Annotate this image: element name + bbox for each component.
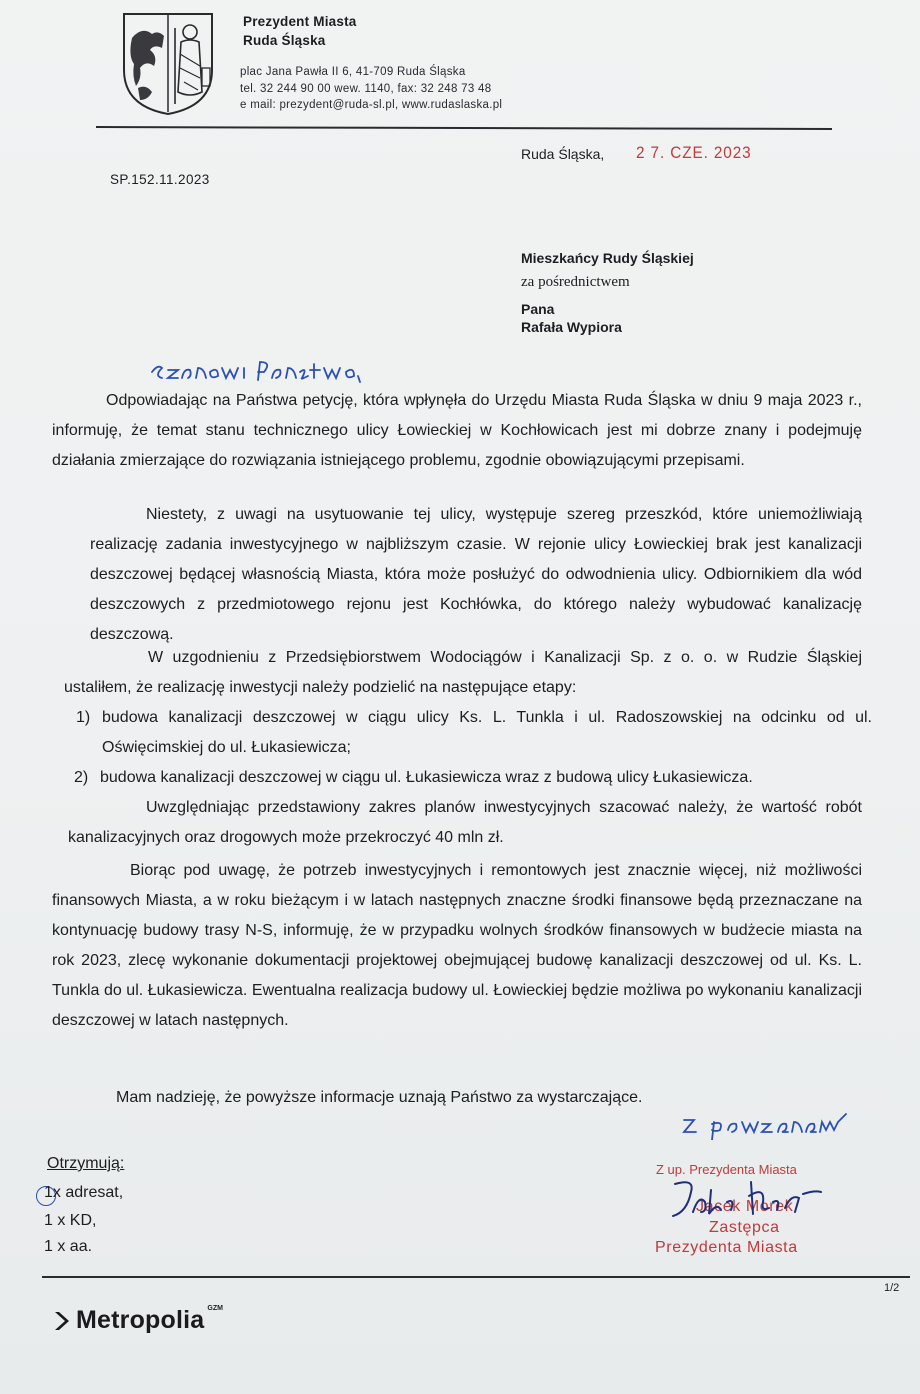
header-divider <box>96 126 832 130</box>
list-item-2-text: budowa kanalizacji deszczowej w ciągu ul. Łukasiewicza wraz z budową ulicy Łukasiewicza. <box>100 769 753 786</box>
body-paragraph-3: W uzgodnieniu z Przedsiębiorstwem Wodociągów i Kanalizacji Sp. z o. o. w Rudzie Śląskiej ustaliłem, że realizację inwestycji należy podzielić na następujące etapy: <box>64 649 862 696</box>
metropolia-logo <box>52 1306 223 1335</box>
body-paragraph-2: Niestety, z uwagi na usytuowanie tej ulicy, występuje szereg przeszkód, które uniemożliwiają realizację zadania inwestycyjnego w najbliższym czasie. W rejonie ulicy Łowieckiej brak jest kanalizacji deszczowej będącej własnością Miasta, która może posłużyć do odwodnienia ulicy. Odbiornikiem dla wód deszczowych z przedmiotowego rejonu jest Kochłówka, do którego należy wybudować kanalizację deszczową. <box>90 506 862 643</box>
addressee-line4: Rafała Wypiora <box>521 319 622 335</box>
date-stamp: 2 7. CZE. 2023 <box>636 143 752 162</box>
logo-text: Metropolia <box>76 1306 205 1334</box>
date-place: Ruda Śląska, <box>521 146 605 162</box>
body-paragraph-5: Biorąc pod uwagę, że potrzeb inwestycyjnych i remontowych jest znacznie więcej, niż możliwości finansowych Miasta, a w roku bieżącym i w latach następnych znaczne środki finansowe będą przeznaczane na kontynuację budowy trasy N-S, informuję, że w przypadku wolnych środków finansowych w budżecie miasta na rok 2023, zlecę wykonanie dokumentacji projektowej obejmującej budowę kanalizacji deszczowej od ul. Ks. L. Tunkla do ul. Łukasiewicza. Ewentualna realizacja budowy ul. Łowieckiej będzie możliwa po wykonaniu kanalizacji deszczowej w latach następnych. <box>52 862 862 1029</box>
recipient-item: 1 x aa. <box>44 1238 93 1255</box>
reference-number: SP.152.11.2023 <box>110 172 210 187</box>
city-coat-of-arms-icon <box>118 8 218 118</box>
signature-authorization: Z up. Prezydenta Miasta <box>656 1162 797 1177</box>
handwritten-signature <box>665 1172 825 1222</box>
handwritten-closing <box>680 1100 850 1140</box>
body-paragraph-1: Odpowiadając na Państwa petycję, która wpłynęła do Urzędu Miasta Ruda Śląska w dniu 9 maja 2023 r., informuję, że temat stanu technicznego ulicy Łowieckiej w Kochłowicach jest mi dobrze znany i podejmuję działania zmierzające do rozwiązania istniejącego problemu, zgodnie obowiązującymi przepisami. <box>52 392 862 469</box>
metropolia-arrow-icon <box>52 1309 74 1333</box>
recipient-item: 1x adresat, <box>44 1184 124 1201</box>
body-paragraph-5-wrap <box>52 856 862 1036</box>
footer-divider <box>42 1276 910 1278</box>
body-paragraph-3-wrap <box>52 643 862 703</box>
body-paragraph-2-wrap <box>52 500 862 650</box>
body-paragraph-6: Mam nadzieję, że powyższe informacje uznają Państwo za wystarczające. <box>116 1089 643 1106</box>
header-title-line1: Prezydent Miasta <box>243 14 357 29</box>
signature-name: Jacek Morek <box>696 1198 794 1215</box>
list-item-2 <box>74 763 874 793</box>
list-item-2-number: 2) <box>74 769 89 786</box>
header-address: plac Jana Pawła II 6, 41-709 Ruda Śląska <box>240 66 466 78</box>
recipient-item: 1 x KD, <box>44 1212 97 1229</box>
header-phone: tel. 32 244 90 00 wew. 1140, fax: 32 248 73 48 <box>240 83 492 95</box>
addressee-line1: Mieszkańcy Rudy Śląskiej <box>521 250 694 266</box>
list-item-1-text: budowa kanalizacji deszczowej w ciągu ulicy Ks. L. Tunkla i ul. Radoszowskiej na odcinku od ul. Oświęcimskiej do ul. Łukasiewicza; <box>102 709 872 756</box>
recipients-title: Otrzymują: <box>47 1155 125 1172</box>
signature-title: Prezydenta Miasta <box>655 1239 798 1256</box>
logo-superscript: GZM <box>207 1305 223 1312</box>
body-paragraph-4-wrap <box>52 793 862 853</box>
handwritten-salutation <box>148 346 368 386</box>
addressee-line3: Pana <box>521 301 555 317</box>
page-number: 1/2 <box>884 1282 900 1294</box>
signature-role: Zastępca <box>709 1219 780 1236</box>
list-item-1-number: 1) <box>76 709 91 726</box>
body-paragraph-4: Uwzględniając przedstawiony zakres planów inwestycyjnych szacować należy, że wartość robót kanalizacyjnych oraz drogowych może przekroczyć 40 mln zł. <box>68 799 862 846</box>
header-email: e mail: prezydent@ruda-sl.pl, www.rudaslaska.pl <box>240 99 503 111</box>
body-paragraph-1-wrap <box>52 386 862 476</box>
header-title-line2: Ruda Śląska <box>243 33 326 48</box>
addressee-line2: za pośrednictwem <box>521 274 630 290</box>
list-item-1 <box>76 703 872 763</box>
